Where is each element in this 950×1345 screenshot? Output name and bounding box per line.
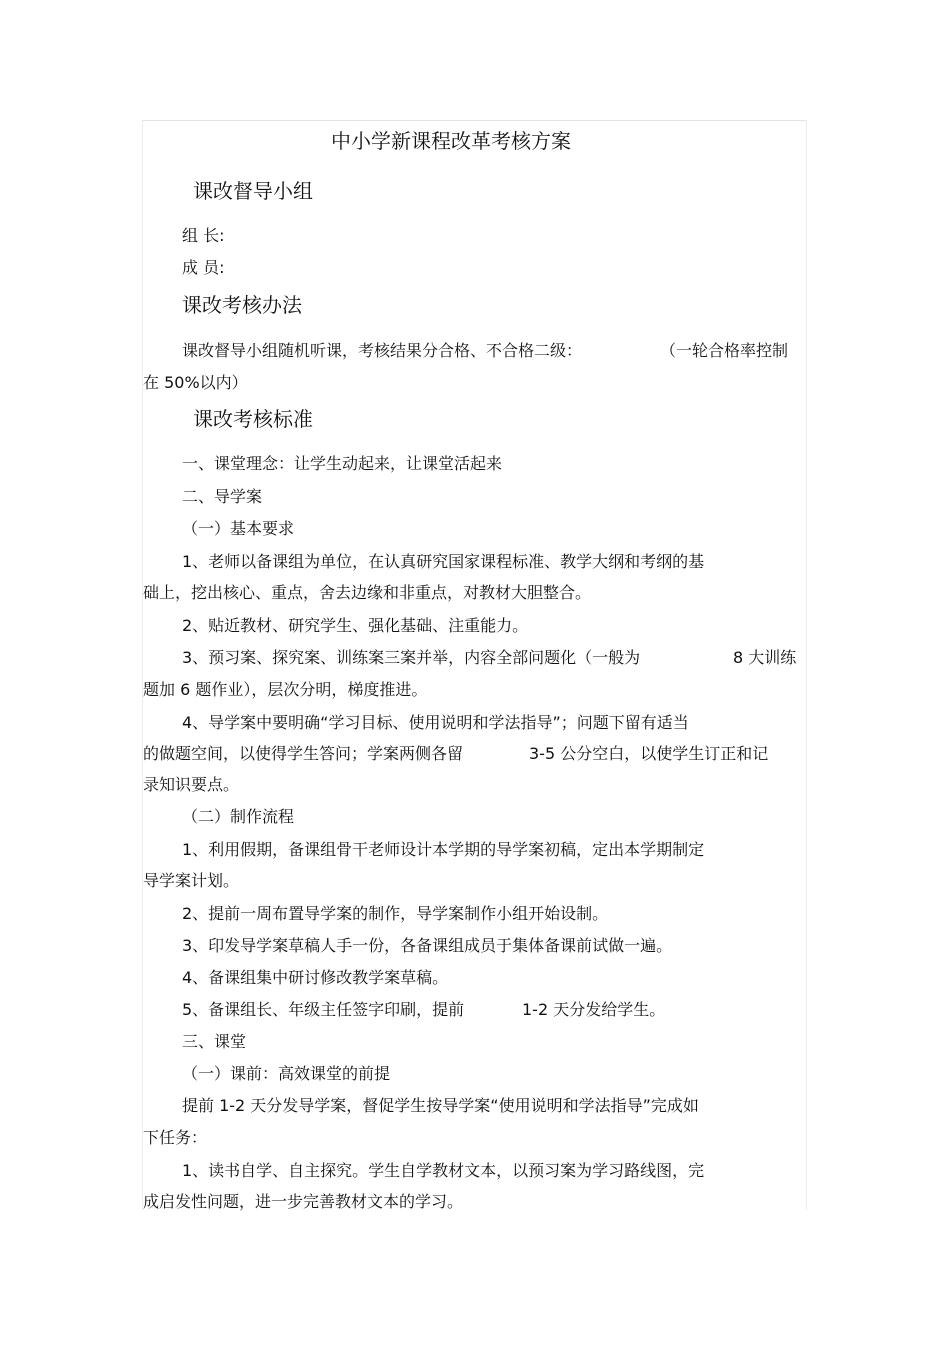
- flow-5b: 1-2 天分发给学生。: [522, 1000, 666, 1019]
- flow-3: 3、印发导学案草稿人手一份，各备课组成员于集体备课前试做一遍。: [182, 936, 673, 955]
- leader-label: 组 长:: [182, 226, 225, 245]
- pre-class-line1: 提前 1-2 天分发导学案，督促学生按导学案“使用说明和学法指导”完成如: [182, 1096, 699, 1115]
- requirement-4-line3: 录知识要点。: [143, 775, 240, 794]
- task-1-line2: 成启发性问题，进一步完善教材文本的学习。: [143, 1192, 464, 1211]
- requirement-4-line2a: 的做题空间，以使得学生答问；学案两侧各留: [143, 744, 464, 763]
- requirement-3-line1b: 8 大训练: [733, 648, 797, 667]
- flow-1-line1: 1、利用假期，备课组骨干老师设计本学期的导学案初稿，定出本学期制定: [182, 840, 705, 859]
- task-1-line1: 1、读书自学、自主探究。学生自学教材文本，以预习案为学习路线图，完: [182, 1161, 705, 1180]
- requirement-1-line1: 1、老师以备课组为单位，在认真研究国家课程标准、教学大纲和考纲的基: [182, 552, 705, 571]
- requirement-4-line2b: 3-5 公分空白，以使学生订正和记: [529, 744, 769, 763]
- requirement-2: 2、贴近教材、研究学生、强化基础、注重能力。: [182, 616, 529, 635]
- requirement-4-line1: 4、导学案中要明确“学习目标、使用说明和学法指导”；问题下留有适当: [182, 713, 689, 732]
- standard-item-1: 一、课堂理念：让学生动起来，让课堂活起来: [182, 454, 503, 473]
- section-heading-method: 课改考核办法: [182, 293, 302, 317]
- pre-class-line2: 下任务：: [143, 1128, 208, 1147]
- flow-2: 2、提前一周布置导学案的制作，导学案制作小组开始设制。: [182, 904, 609, 923]
- page-title: 中小学新课程改革考核方案: [331, 129, 571, 153]
- requirement-1-line2: 础上，挖出核心、重点，舍去边缘和非重点，对教材大胆整合。: [143, 583, 592, 602]
- subheading-basic-requirements: （一）基本要求: [182, 519, 295, 538]
- section-heading-supervision: 课改督导小组: [193, 179, 313, 203]
- standard-item-3: 三、课堂: [182, 1032, 247, 1051]
- flow-1-line2: 导学案计划。: [143, 871, 240, 890]
- flow-5a: 5、备课组长、年级主任签字印刷，提前: [182, 1000, 465, 1019]
- requirement-3-line1a: 3、预习案、探究案、训练案三案并举，内容全部问题化（一般为: [182, 648, 641, 667]
- method-paragraph-line1a: 课改督导小组随机听课，考核结果分合格、不合格二级：: [182, 341, 583, 360]
- method-paragraph-line2: 在 50%以内）: [143, 373, 248, 392]
- subheading-pre-class: （一）课前：高效课堂的前提: [182, 1064, 391, 1083]
- section-heading-standard: 课改考核标准: [193, 407, 313, 431]
- member-label: 成 员:: [182, 258, 225, 277]
- method-paragraph-line1b: （一轮合格率控制: [660, 341, 789, 360]
- subheading-production-flow: （二）制作流程: [182, 807, 295, 826]
- flow-4: 4、备课组集中研讨修改教学案草稿。: [182, 968, 449, 987]
- standard-item-2: 二、导学案: [182, 487, 263, 506]
- requirement-3-line2: 题加 6 题作业），层次分明，梯度推进。: [143, 680, 428, 699]
